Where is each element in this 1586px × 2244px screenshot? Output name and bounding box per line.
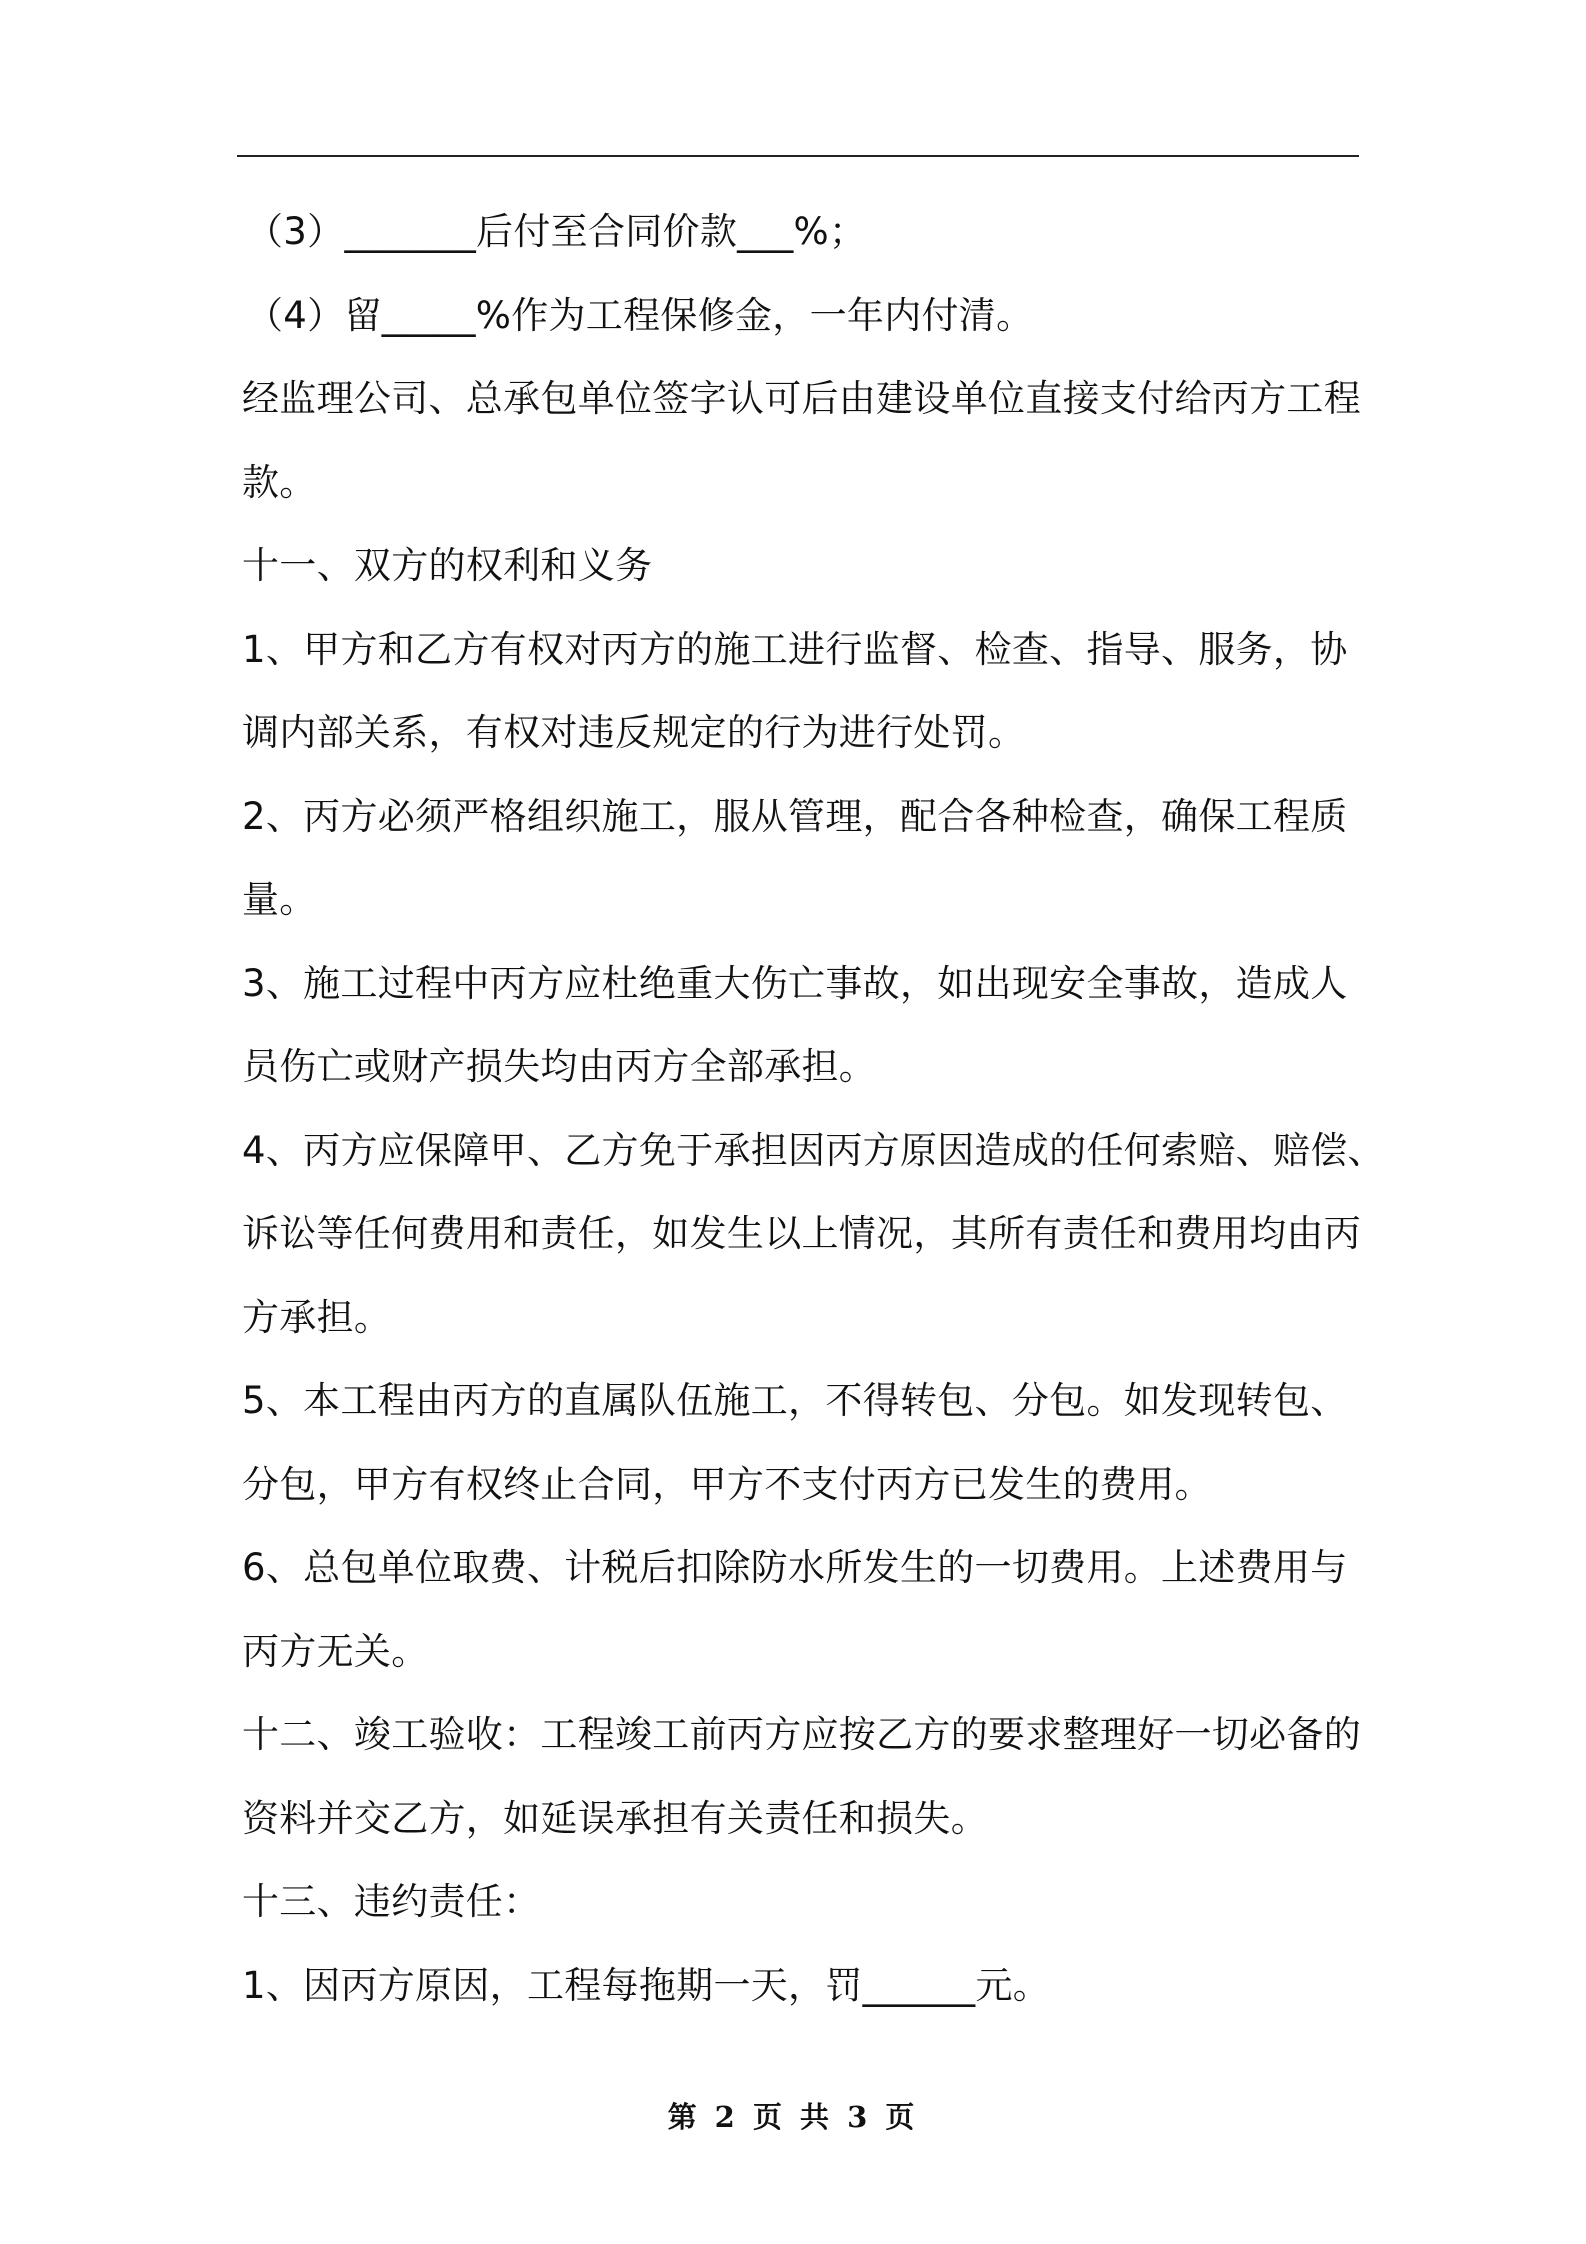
text-line: 方承担。	[242, 1295, 392, 1339]
text-line: 3、施工过程中丙方应杜绝重大伤亡事故，如出现安全事故，造成人	[242, 961, 1348, 1005]
paragraph-rights-1	[242, 608, 1372, 775]
text-line: 调内部关系，有权对违反规定的行为进行处罚。	[242, 711, 1026, 754]
text-line: 量。	[242, 878, 317, 921]
text-line: 1、甲方和乙方有权对丙方的施工进行监督、检查、指导、服务，协	[242, 627, 1348, 671]
text-line: 1、因丙方原因，工程每拖期一天，罚______元。	[242, 1963, 1051, 2007]
paragraph-payment-approval	[242, 357, 1372, 524]
section-heading-acceptance	[242, 1693, 1372, 1860]
text-line: 十一、双方的权利和义务	[242, 544, 653, 587]
text-line: 4、丙方应保障甲、乙方免于承担因丙方原因造成的任何索赔、赔偿、	[242, 1128, 1385, 1172]
paragraph-rights-6	[242, 1526, 1372, 1693]
text-line: （3）_______后付至合同价款___%；	[246, 210, 867, 253]
paragraph-rights-3	[242, 942, 1372, 1109]
text-line: 丙方无关。	[242, 1629, 429, 1673]
paragraph-rights-5	[242, 1359, 1372, 1526]
text-line: 经监理公司、总承包单位签字认可后由建设单位直接支付给丙方工程	[242, 377, 1361, 420]
section-heading-rights	[242, 524, 1372, 608]
text-line: 款。	[242, 460, 317, 504]
text-line: 2、丙方必须严格组织施工，服从管理，配合各种检查，确保工程质	[242, 794, 1348, 838]
paragraph-rights-2	[242, 775, 1372, 942]
text-line: 资料并交乙方，如延误承担有关责任和损失。	[242, 1796, 988, 1840]
section-heading-liability	[242, 1860, 1372, 1944]
text-line: 十三、违约责任：	[242, 1880, 541, 1923]
document-body	[242, 190, 1385, 2027]
page-number: 第 2 页 共 3 页	[667, 2100, 919, 2134]
text-line: 6、总包单位取费、计税后扣除防水所发生的一切费用。上述费用与	[242, 1546, 1348, 1589]
text-line: 诉讼等任何费用和责任，如发生以上情况，其所有责任和费用均由丙	[242, 1212, 1361, 1255]
text-line: （4）留_____%作为工程保修金，一年内付清。	[246, 293, 1034, 337]
paragraph-payment-3	[242, 190, 1372, 274]
text-line: 十二、竣工验收：工程竣工前丙方应按乙方的要求整理好一切必备的	[242, 1713, 1361, 1756]
paragraph-rights-4	[242, 1109, 1385, 1360]
paragraph-liability-1	[242, 1944, 1372, 2028]
header-rule	[237, 155, 1359, 157]
text-line: 5、本工程由丙方的直属队伍施工，不得转包、分包。如发现转包、	[242, 1379, 1348, 1422]
text-line: 员伤亡或财产损失均由丙方全部承担。	[242, 1045, 877, 1088]
paragraph-payment-4	[242, 274, 1372, 358]
text-line: 分包，甲方有权终止合同，甲方不支付丙方已发生的费用。	[242, 1462, 1212, 1506]
